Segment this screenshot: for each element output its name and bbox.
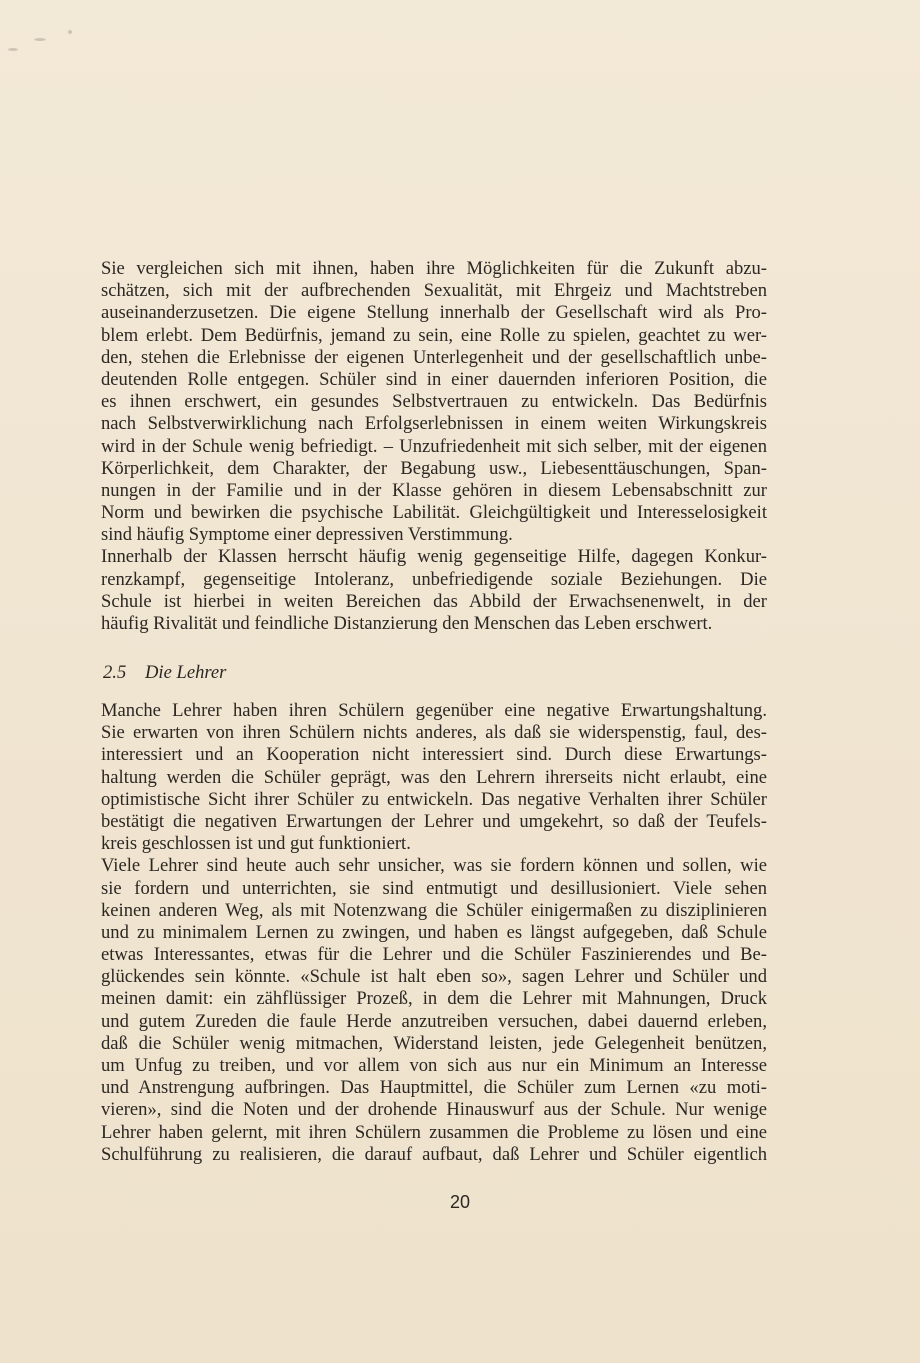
text-line: etwas Interessantes, etwas für die Lehrer und die Schüler Faszinierendes und Be- [101,944,767,966]
text-line: keinen anderen Weg, als mit Notenzwang die Schüler einigermaßen zu disziplinieren [101,899,767,921]
text-line: nungen in der Familie und in der Klasse gehören in diesem Lebensabschnitt zur [101,479,767,501]
text-line: Sie vergleichen sich mit ihnen, haben ihre Möglichkeiten für die Zukunft abzu- [101,258,767,279]
text-line: meinen damit: ein zähflüssiger Prozeß, in dem die Lehrer mit Mahnungen, Druck [101,988,767,1010]
text-line: auseinanderzusetzen. Die eigene Stellung innerhalb der Gesellschaft wird als Pro- [101,302,767,324]
text-line: vieren», sind die Noten und der drohende Hinauswurf aus der Schule. Nur wenige [101,1099,767,1121]
section-title: Die Lehrer [145,662,227,683]
text-line: Sie erwarten von ihren Schülern nichts anderes, als daß sie widerspenstig, faul, des- [101,722,767,744]
text-line: und Anstrengung aufbringen. Das Hauptmittel, die Schüler zum Lernen «zu moti- [101,1077,767,1099]
text-line: häufig Rivalität und feindliche Distanzierung den Menschen das Leben erschwert. [101,613,713,634]
text-line: interessiert und an Kooperation nicht interessiert sind. Durch diese Erwartungs- [101,744,767,766]
text-line: renzkampf, gegenseitige Intoleranz, unbefriedigende soziale Beziehungen. Die [101,568,767,590]
text-line: bestätigt die negativen Erwartungen der Lehrer und umgekehrt, so daß der Teufels- [101,810,767,832]
text-line: Lehrer haben gelernt, mit ihren Schülern zusammen die Probleme zu lösen und eine [101,1121,767,1143]
text-line: sie fordern und unterrichten, sie sind entmutigt und desillusioniert. Viele sehen [101,877,767,899]
text-line: Schule ist hierbei in weiten Bereichen das Abbild der Erwachsenenwelt, in der [101,590,767,612]
text-line: Körperlichkeit, dem Charakter, der Begabung usw., Liebesenttäuschungen, Span- [101,457,767,479]
paper-blemish [8,48,18,51]
text-line: Schulführung zu realisieren, die darauf aufbaut, daß Lehrer und Schüler eigentlich [101,1143,767,1165]
section-number: 2.5 [103,662,127,683]
text-line: es ihnen erschwert, ein gesundes Selbstvertrauen zu entwickeln. Das Bedürfnis [101,391,767,413]
text-line: um Unfug zu treiben, und vor allem von sich aus nur ein Minimum an Interesse [101,1055,767,1076]
text-line: nach Selbstverwirklichung nach Erfolgserlebnissen in einem weiten Wirkungskreis [101,413,767,435]
text-line: und zu minimalem Lernen zu zwingen, und haben es längst aufgegeben, daß Schule [101,921,767,943]
text-line: Innerhalb der Klassen herrscht häufig wenig gegenseitige Hilfe, dagegen Konkur- [101,546,767,568]
text-line: wird in der Schule wenig befriedigt. – Unzufriedenheit mit sich selber, mit der eigenen [101,435,767,457]
text-line: optimistische Sicht ihrer Schüler zu entwickeln. Das negative Verhalten ihrer Schüler [101,788,767,810]
text-line: sind häufig Symptome einer depressiven Verstimmung. [101,524,513,546]
text-line: deutenden Rolle entgegen. Schüler sind in einer dauernden inferioren Position, die [101,368,767,390]
text-line: kreis geschlossen ist und gut funktioniert. [101,833,411,855]
text-line: blem erlebt. Dem Bedürfnis, jemand zu sein, eine Rolle zu spielen, geachtet zu wer- [101,324,767,346]
text-line: Manche Lehrer haben ihren Schülern gegenüber eine negative Erwartungshaltung. [101,700,767,721]
text-line: Viele Lehrer sind heute auch sehr unsicher, was sie fordern können und sollen, wie [101,855,767,877]
body-text-section-2 [101,700,767,1166]
text-line: Norm und bewirken die psychische Labilität. Gleichgültigkeit und Interesselosigkeit [101,502,767,524]
text-line: und gutem Zureden die faule Herde anzutreiben versuchen, dabei dauernd erleben, [101,1010,767,1032]
section-heading [103,662,226,684]
text-line: den, stehen die Erlebnisse der eigenen Unterlegenheit und der gesellschaftlich unbe- [101,346,767,368]
page-number: 20 [449,1192,471,1212]
text-line: glückendes sein könnte. «Schule ist halt eben so», sagen Lehrer und Schüler und [101,966,767,988]
text-line: daß die Schüler wenig mitmachen, Widerstand leisten, jede Gelegenheit benützen, [101,1032,767,1054]
paper-blemish [34,38,46,41]
text-line: schätzen, sich mit der aufbrechenden Sexualität, mit Ehrgeiz und Machtstreben [101,280,767,302]
paper-blemish [68,30,72,34]
body-text-section-1 [101,258,767,635]
text-line: haltung werden die Schüler geprägt, was den Lehrern ihrerseits nicht erlaubt, eine [101,766,767,788]
